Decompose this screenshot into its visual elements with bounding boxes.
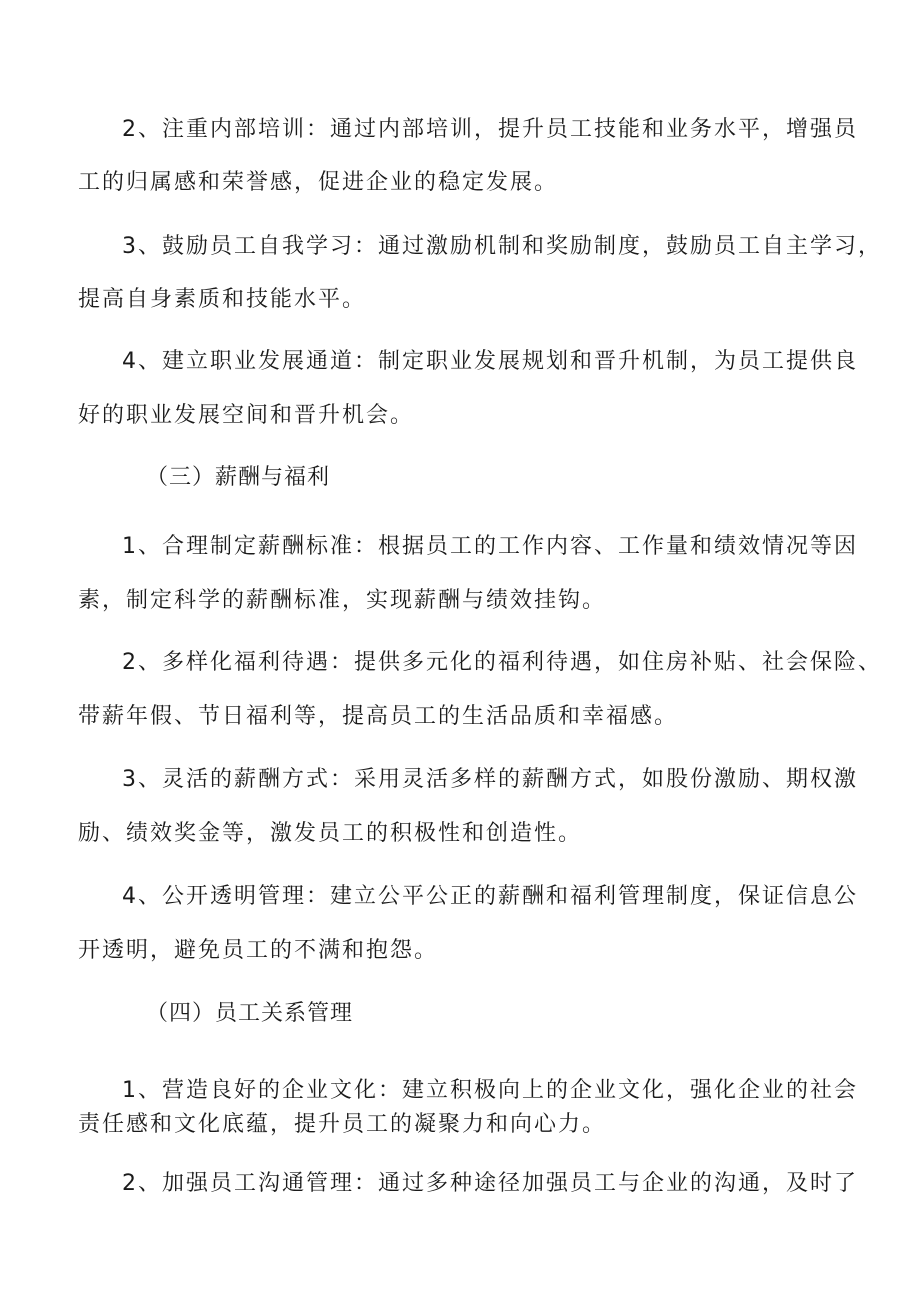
paragraph-line: 好的职业发展空间和晋升机会。 [78, 403, 415, 428]
paragraph-line: 工的归属感和荣誉感，促进企业的稳定发展。 [78, 170, 559, 195]
paragraph-line: 责任感和文化底蕴，提升员工的凝聚力和向心力。 [78, 1112, 607, 1137]
paragraph-line: 励、绩效奖金等，激发员工的积极性和创造性。 [78, 821, 583, 846]
paragraph-line: 提高自身素质和技能水平。 [78, 287, 367, 312]
paragraph-line: 开透明，避免员工的不满和抱怨。 [78, 938, 439, 963]
paragraph-line: 素，制定科学的薪酬标准，实现薪酬与绩效挂钩。 [78, 588, 607, 613]
paragraph-line: 2、多样化福利待遇：提供多元化的福利待遇，如住房补贴、社会保险、 [122, 650, 882, 675]
section-heading: （三）薪酬与福利 [146, 465, 331, 490]
paragraph-line: 3、鼓励员工自我学习：通过激励机制和奖励制度，鼓励员工自主学习， [122, 234, 882, 259]
paragraph-line: 4、建立职业发展通道：制定职业发展规划和晋升机制，为员工提供良 [122, 349, 858, 374]
section-heading: （四）员工关系管理 [146, 1001, 354, 1026]
paragraph-line: 1、合理制定薪酬标准：根据员工的工作内容、工作量和绩效情况等因 [122, 534, 858, 559]
paragraph-line: 2、注重内部培训：通过内部培训，提升员工技能和业务水平，增强员 [122, 117, 858, 142]
paragraph-line: 2、加强员工沟通管理：通过多种途径加强员工与企业的沟通，及时了 [122, 1171, 858, 1196]
paragraph-line: 1、营造良好的企业文化：建立积极向上的企业文化，强化企业的社会 [122, 1078, 858, 1103]
paragraph-line: 4、公开透明管理：建立公平公正的薪酬和福利管理制度，保证信息公 [122, 884, 858, 909]
paragraph-line: 3、灵活的薪酬方式：采用灵活多样的薪酬方式，如股份激励、期权激 [122, 767, 858, 792]
paragraph-line: 带薪年假、节日福利等，提高员工的生活品质和幸福感。 [78, 704, 679, 729]
